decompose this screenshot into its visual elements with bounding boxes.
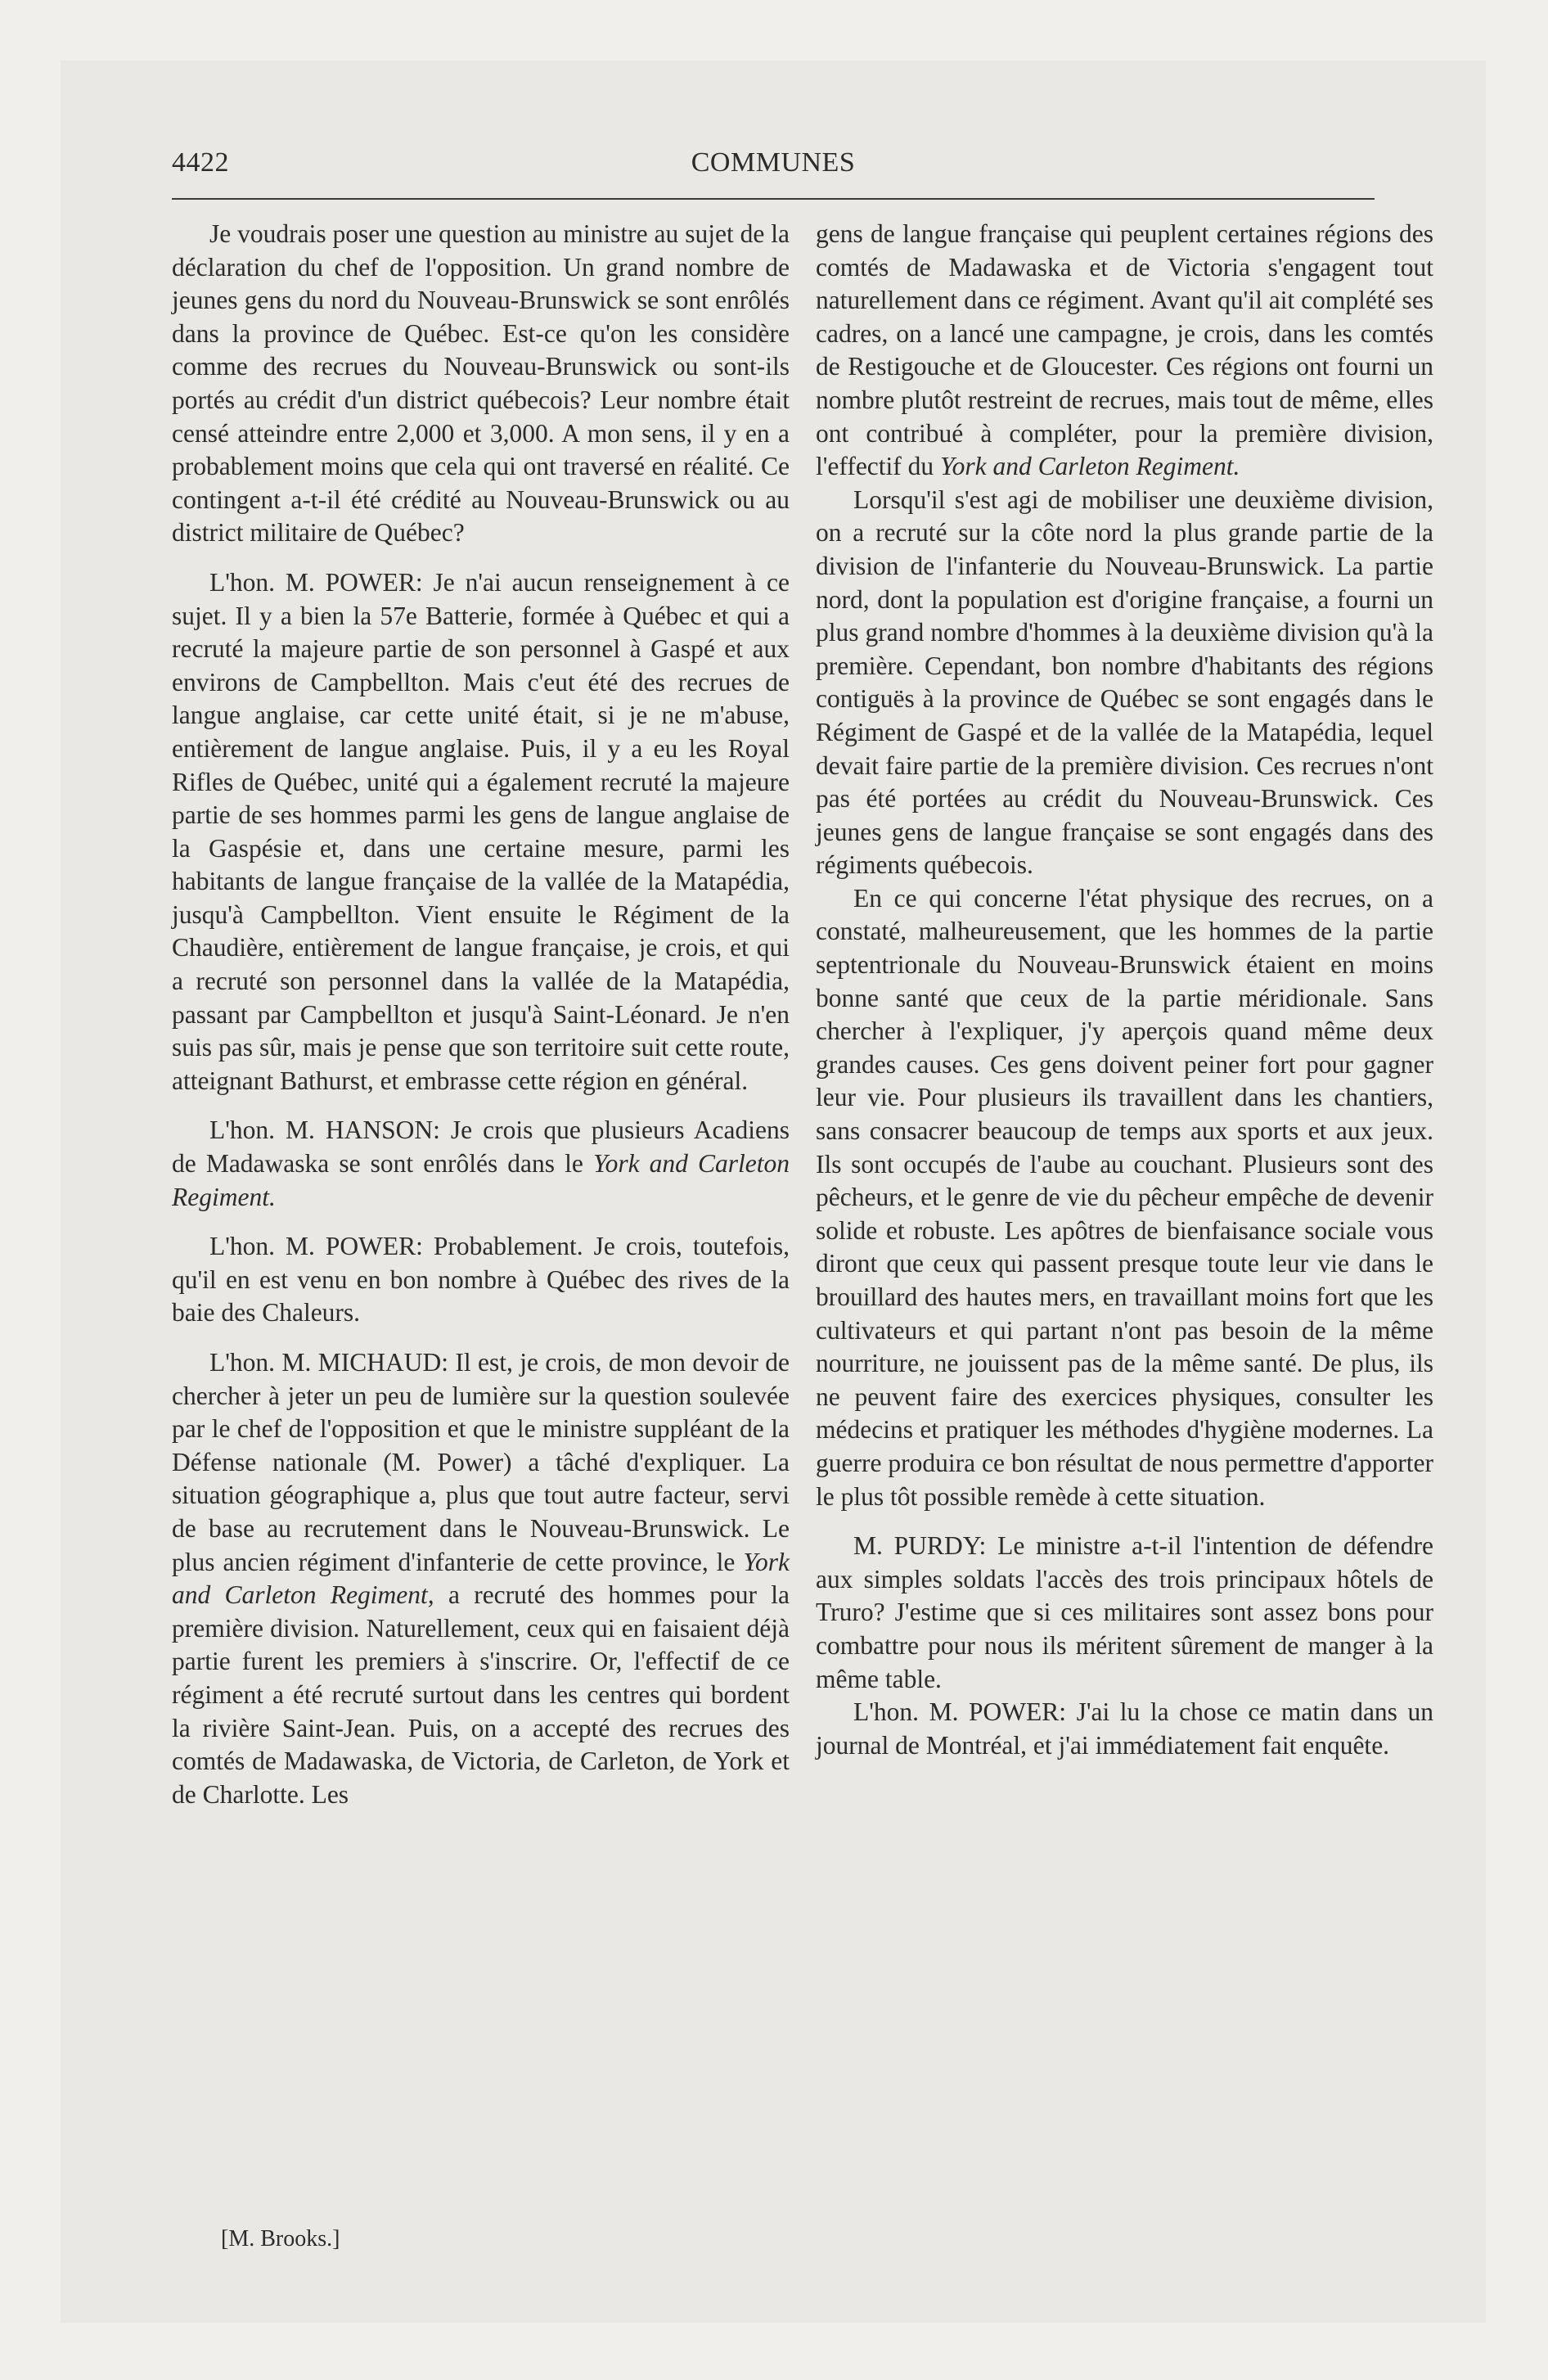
paragraph: Je voudrais poser une question au ministre au sujet de la déclaration du chef de l'opposition. Un grand nombre de jeunes gens du nord du Nouveau-Brunswick se sont enrôlés dans la province de Québec. Est-ce qu'on les considère comme des recrues du Nouveau-Brunswick ou sont-ils portés au crédit d'un district québecois? Leur nombre était censé atteindre entre 2,000 et 3,000. A mon sens, il y en a probablement moins que cela qui ont traversé en réalité. Ce contingent a-t-il été crédité au Nouveau-Brunswick ou au district militaire de Québec?: [172, 219, 790, 548]
paragraph-text: gens de langue française qui peuplent certaines régions des comtés de Madawaska et de Victoria s'engagent tout naturellement dans ce régiment. Avant qu'il ait complété ses cadres, on a lancé une campagne, je crois, dans les comtés de Restigouche et de Gloucester. Ces régions ont fourni un nombre plutôt restreint de recrues, mais tout de même, elles ont contribué à compléter, pour la première division, l'effectif du: [816, 219, 1433, 481]
running-head: COMMUNES: [691, 147, 856, 178]
page-number: 4422: [172, 147, 229, 178]
paragraph: M. PURDY: Le ministre a-t-il l'intention de défendre aux simples soldats l'accès des trois principaux hôtels de Truro? J'estime que si ces militaires sont assez bons pour combattre pour nous ils méritent sûrement de manger à la même table.: [816, 1531, 1433, 1693]
paragraph: [172, 1346, 790, 1811]
paragraph: L'hon. M. POWER: Je n'ai aucun renseignement à ce sujet. Il y a bien la 57e Batterie, formée à Québec et qui a recruté la majeure partie de son personnel à Gaspé et aux environs de Campbellton. Mais c'eut été des recrues de langue anglaise, car cette unité était, si je ne m'abuse, entièrement de langue anglaise. Puis, il y a eu les Royal Rifles de Québec, unité qui a également recruté la majeure partie de ses hommes parmi les gens de langue anglaise de la Gaspésie et, dans une certaine mesure, parmi les habitants de langue française de la vallée de la Matapédia, jusqu'à Campbellton. Vient ensuite le Régiment de la Chaudière, entièrement de langue française, je crois, et qui a recruté son personnel dans la vallée de la Matapédia, passant par Campbellton et jusqu'à Saint-Léonard. Je n'en suis pas sûr, mais je pense que son territoire suit cette route, atteignant Bathurst, et embrasse cette région en général.: [172, 567, 790, 1095]
italic-text: York and Carleton Regiment,: [172, 1547, 790, 1610]
paragraph-text: a recruté des hommes pour la première division. Naturellement, ceux qui en faisaient déjà partie furent les premiers à s'inscrire. Or, l'effectif de ce régiment a été recruté surtout dans les centres qui bordent la rivière Saint-Jean. Puis, on a accepté des recrues des comtés de Madawaska, de Victoria, de Carleton, de York et de Charlotte. Les: [172, 1580, 790, 1809]
speaker-footer-note: [M. Brooks.]: [221, 2226, 340, 2252]
paragraph: L'hon. M. POWER: J'ai lu la chose ce matin dans un journal de Montréal, et j'ai immédiatement fait enquête.: [816, 1697, 1433, 1760]
document-page: [61, 61, 1486, 2323]
paragraph: L'hon. M. POWER: Probablement. Je crois, toutefois, qu'il en est venu en bon nombre à Québec des rives de la baie des Chaleurs.: [172, 1232, 790, 1327]
left-column: [172, 218, 790, 1811]
paragraph-text: L'hon. M. HANSON: Je crois que plusieurs Acadiens de Madawaska se sont enrôlés dans le: [172, 1116, 790, 1179]
italic-text: York and Carleton Regiment.: [940, 452, 1240, 481]
header-rule: [172, 198, 1375, 200]
paragraph: [172, 1114, 790, 1214]
paragraph: En ce qui concerne l'état physique des recrues, on a constaté, malheureusement, que les hommes de la partie septentrionale du Nouveau-Brunswick étaient en moins bonne santé que ceux de la partie méridionale. Sans chercher à l'expliquer, j'y aperçois quand même deux grandes causes. Ces gens doivent peiner fort pour gagner leur vie. Pour plusieurs ils travaillent dans les chantiers, sans consacrer beaucoup de temps aux sports et aux jeux. Ils sont occupés de l'aube au couchant. Plusieurs sont des pêcheurs, et le genre de vie du pêcheur empêche de devenir solide et robuste. Les apôtres de bienfaisance sociale vous diront que ceux qui passent presque toute leur vie dans le brouillard des hautes mers, en travaillant moins fort que les cultivateurs et qui partant n'ont pas besoin de la même nourriture, ne jouissent pas de la même santé. De plus, ils ne peuvent faire des exercices physiques, consulter les médecins et pratiquer les méthodes d'hygiène modernes. La guerre produira ce bon résultat de nous permettre d'apporter le plus tôt possible remède à cette situation.: [816, 883, 1433, 1511]
page-header: [172, 147, 1375, 183]
paragraph-text: L'hon. M. MICHAUD: Il est, je crois, de mon devoir de chercher à jeter un peu de lumière sur la question soulevée par le chef de l'opposition et que le ministre suppléant de la Défense nationale (M. Power) a tâché d'expliquer. La situation géographique a, plus que tout autre facteur, servi de base au recrutement dans le Nouveau-Brunswick. Le plus ancien régiment d'infanterie de cette province, le: [172, 1348, 790, 1576]
italic-text: York and Carleton Regiment.: [172, 1149, 790, 1211]
paragraph: [816, 218, 1433, 484]
right-column: [816, 218, 1433, 1762]
paragraph: Lorsqu'il s'est agi de mobiliser une deuxième division, on a recruté sur la côte nord la plus grande partie de la division de l'infanterie du Nouveau-Brunswick. La partie nord, dont la population est d'origine française, a fourni un plus grand nombre d'hommes à la deuxième division qu'à la première. Cependant, bon nombre d'habitants des régions contiguës à la province de Québec se sont engagés dans le Régiment de Gaspé et de la vallée de la Matapédia, lequel devait faire partie de la première division. Ces recrues n'ont pas été portées au crédit du Nouveau-Brunswick. Ces jeunes gens de langue française se sont engagés dans des régiments québecois.: [816, 485, 1433, 880]
